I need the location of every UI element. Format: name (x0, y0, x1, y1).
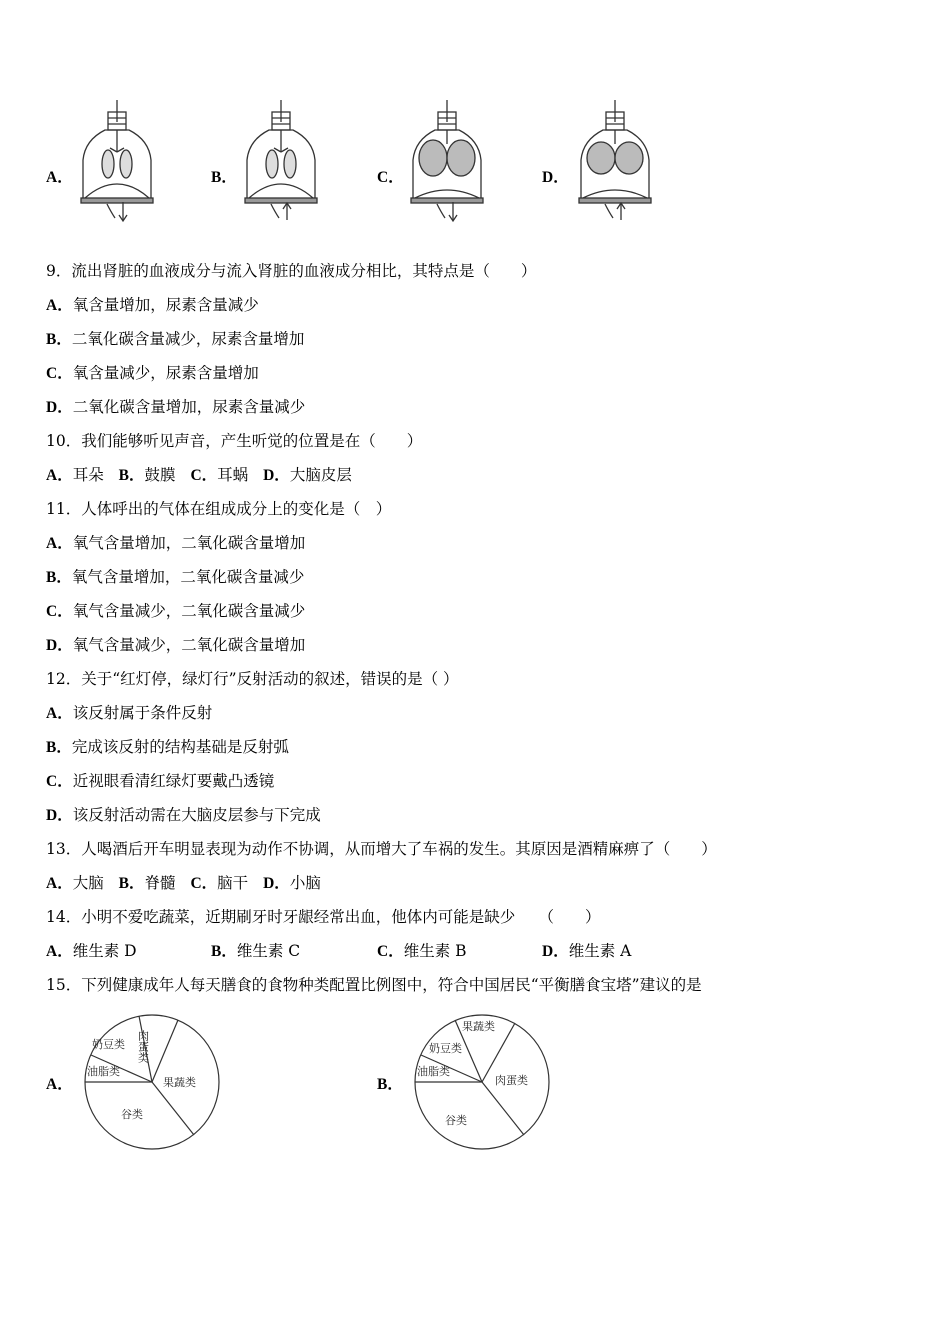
q13-options (46, 873, 321, 894)
pie-a-slice-label: 果蔬类 (163, 1076, 196, 1089)
bell-jar-diagram-b (241, 100, 321, 225)
q10-option-d-text: 大脑皮层 (289, 466, 352, 484)
q10-options (46, 465, 352, 486)
q11-stem: 11．人体呼出的气体在组成成分上的变化是（ ） (46, 500, 392, 518)
q9-option-d[interactable] (46, 397, 305, 418)
q9-option-a[interactable] (46, 295, 259, 316)
pie-b-slice-label: 肉蛋类 (495, 1074, 528, 1087)
q14-option-c[interactable] (377, 941, 467, 962)
option-letter: C． (190, 467, 218, 484)
q11-option-a[interactable] (46, 533, 305, 554)
q13-option-a-text: 大脑 (72, 874, 104, 892)
q9-option-a-text: 氧含量增加，尿素含量减少 (72, 296, 259, 314)
q13-option-c[interactable] (190, 873, 248, 894)
q8-option-b-label: B． (211, 169, 237, 186)
option-letter: A． (46, 705, 73, 722)
q9-option-c-text: 氧含量减少，尿素含量增加 (72, 364, 259, 382)
pie-b-slice-label: 奶豆类 (429, 1042, 462, 1055)
q9-stem: 9．流出肾脏的血液成分与流入肾脏的血液成分相比，其特点是（ ） (46, 262, 537, 280)
q12-option-b-text: 完成该反射的结构基础是反射弧 (71, 738, 289, 756)
q10-option-a-text: 耳朵 (72, 466, 104, 484)
q13-option-b-text: 脊髓 (144, 874, 176, 892)
q8-option-a-label: A． (46, 169, 73, 186)
option-letter: D． (46, 399, 73, 416)
q14-option-d-text: 维生素 A (568, 942, 632, 960)
q8-option-d-label: D． (542, 169, 569, 186)
q15-option-b-label: B． (377, 1076, 403, 1093)
bell-jar-diagram-d (575, 100, 655, 225)
q9-option-c[interactable] (46, 363, 259, 384)
option-letter: A． (46, 943, 73, 960)
option-letter: B． (46, 569, 72, 586)
option-letter: C． (377, 943, 404, 960)
option-letter: C． (190, 875, 218, 892)
pie-a-slice-label: 油脂类 (87, 1065, 120, 1078)
q15-stem: 15．下列健康成年人每天膳食的食物种类配置比例图中，符合中国居民“平衡膳食宝塔”建议的是 (46, 976, 702, 994)
q12-option-d[interactable] (46, 805, 321, 826)
q11-option-b-text: 氧气含量增加，二氧化碳含量减少 (71, 568, 305, 586)
q12-option-c[interactable] (46, 771, 274, 792)
option-letter: D． (263, 875, 290, 892)
pie-chart-a[interactable] (77, 1010, 227, 1155)
q13-stem: 13．人喝酒后开车明显表现为动作不协调，从而增大了车祸的发生。其原因是酒精麻痹了（ ） (46, 840, 717, 858)
q14-option-a-text: 维生素 D (72, 942, 137, 960)
q13-option-a[interactable] (46, 873, 104, 894)
pie-b-slice-label: 果蔬类 (462, 1020, 495, 1033)
q9-option-b[interactable] (46, 329, 304, 350)
q13-option-b[interactable] (119, 873, 176, 894)
option-letter: B． (46, 331, 72, 348)
q14-option-c-text: 维生素 B (403, 942, 467, 960)
option-letter: D． (263, 467, 290, 484)
option-letter: B． (118, 875, 145, 892)
option-letter: D． (46, 637, 73, 654)
q13-option-c-text: 脑干 (217, 874, 249, 892)
option-letter: A． (46, 297, 73, 314)
q10-option-d[interactable] (263, 465, 352, 486)
pie-a-slice-label: 谷类 (121, 1108, 143, 1121)
q10-stem: 10．我们能够听见声音，产生听觉的位置是在（ ） (46, 432, 423, 450)
q12-option-c-text: 近视眼看清红绿灯要戴凸透镜 (72, 772, 275, 790)
q8-option-c-label: C． (377, 169, 404, 186)
option-letter: A． (46, 535, 73, 552)
q15-option-a-label: A． (46, 1076, 73, 1093)
q13-option-d[interactable] (263, 873, 321, 894)
q13-option-d-text: 小脑 (289, 874, 321, 892)
q12-option-a[interactable] (46, 703, 212, 724)
q10-option-b-text: 鼓膜 (144, 466, 176, 484)
pie-chart-b[interactable] (407, 1010, 557, 1155)
q12-option-a-text: 该反射属于条件反射 (72, 704, 213, 722)
option-letter: D． (542, 943, 569, 960)
q10-option-a[interactable] (46, 465, 104, 486)
bell-jar-diagram-c (407, 100, 487, 225)
q9-option-d-text: 二氧化碳含量增加，尿素含量减少 (72, 398, 306, 416)
pie-a-slice-label: 肉蛋类 (136, 1030, 150, 1063)
q11-option-d-text: 氧气含量减少，二氧化碳含量增加 (72, 636, 306, 654)
pie-b-slice-label: 谷类 (445, 1114, 467, 1127)
q10-option-b[interactable] (119, 465, 176, 486)
option-letter: A． (46, 875, 73, 892)
q14-option-b[interactable] (211, 941, 300, 962)
q10-option-c[interactable] (190, 465, 248, 486)
pie-a-slice-label: 奶豆类 (92, 1038, 125, 1051)
q11-option-a-text: 氧气含量增加，二氧化碳含量增加 (72, 534, 306, 552)
option-letter: C． (46, 773, 73, 790)
q12-option-d-text: 该反射活动需在大脑皮层参与下完成 (72, 806, 321, 824)
q12-stem: 12．关于“红灯停，绿灯行”反射活动的叙述，错误的是（ ） (46, 670, 459, 688)
q11-option-b[interactable] (46, 567, 304, 588)
q10-option-c-text: 耳蜗 (217, 466, 249, 484)
q11-option-d[interactable] (46, 635, 305, 656)
option-letter: C． (46, 365, 73, 382)
pie-b-slice-label: 油脂类 (417, 1065, 450, 1078)
q14-option-d[interactable] (542, 941, 631, 962)
q9-option-b-text: 二氧化碳含量减少，尿素含量增加 (71, 330, 305, 348)
option-letter: B． (118, 467, 145, 484)
q14-stem: 14．小明不爱吃蔬菜，近期刷牙时牙龈经常出血，他体内可能是缺少 （ ） (46, 908, 601, 926)
q14-option-b-text: 维生素 C (236, 942, 301, 960)
option-letter: A． (46, 467, 73, 484)
option-letter: C． (46, 603, 73, 620)
q11-option-c-text: 氧气含量减少，二氧化碳含量减少 (72, 602, 306, 620)
q12-option-b[interactable] (46, 737, 289, 758)
q14-option-a[interactable] (46, 941, 137, 962)
option-letter: B． (46, 739, 72, 756)
option-letter: B． (211, 943, 237, 960)
q11-option-c[interactable] (46, 601, 305, 622)
option-letter: D． (46, 807, 73, 824)
bell-jar-diagram-a (77, 100, 157, 225)
